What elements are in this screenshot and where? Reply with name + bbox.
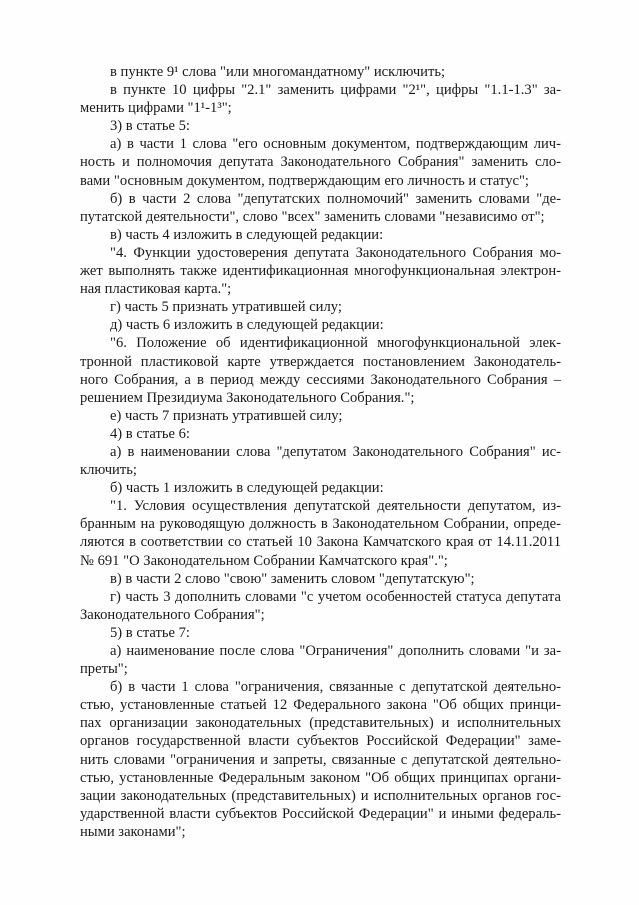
text-line: бранным на руководящую должность в Законодательном Собрании, опреде- (80, 516, 561, 533)
text-line: решением Президиума Законодательного Собрания."; (80, 389, 415, 406)
text-line: № 691 "О Законодательном Собрании Камчатского края"."; (80, 552, 448, 569)
text-line: а) в наименовании слова "депутатом Законодательного Собрания" ис- (110, 443, 561, 460)
text-line: г) часть 5 признать утратившей силу; (110, 299, 342, 316)
text-line: в пункте 10 цифры "2.1" заменить цифрами "2¹", цифры "1.1-1.3" за- (110, 82, 561, 99)
text-line: г) часть 3 дополнить словами "с учетом особенностей статуса депутата (110, 588, 561, 605)
text-line: "6. Положение об идентификационной многофункциональной элек- (110, 335, 561, 352)
text-line: а) в части 1 слова "его основным документом, подтверждающим лич- (110, 136, 561, 153)
text-line: преты"; (80, 661, 128, 678)
text-line: тронной пластиковой карте утверждается постановлением Законодатель- (80, 353, 561, 370)
text-line: в) в части 2 слово "свою" заменить словом "депутатскую"; (110, 570, 475, 587)
text-line: б) часть 1 изложить в следующей редакции: (110, 480, 384, 497)
text-line: ляются в соответствии со статьей 10 Закона Камчатского края от 14.11.2011 (80, 534, 561, 551)
text-line: пах организации законодательных (представительных) и исполнительных (80, 715, 561, 732)
text-line: е) часть 7 признать утратившей силу; (110, 407, 343, 424)
text-line: органов государственной власти субъектов Российской Федерации" заме- (80, 733, 561, 750)
text-line: ударственной власти субъектов Российской Федерации" и иными федераль- (80, 805, 561, 822)
text-line: ного Собрания, а в период между сессиями Законодательного Собрания – (80, 371, 561, 388)
text-line: д) часть 6 изложить в следующей редакции: (110, 317, 384, 334)
text-line: 3) в статье 5: (110, 118, 190, 135)
text-line: "1. Условия осуществления депутатской деятельности депутатом, из- (110, 498, 561, 515)
text-line: 5) в статье 7: (110, 624, 190, 641)
text-line: 4) в статье 6: (110, 425, 190, 442)
text-line: Законодательного Собрания"; (80, 606, 265, 623)
text-line: стью, установленные Федеральным законом "Об общих принципах органи- (80, 769, 561, 786)
text-line: в пункте 9¹ слова "или многомандатному" исключить; (110, 64, 446, 80)
text-line: вами "основным документом, подтверждающим его личность и статус"; (80, 172, 529, 189)
document-body-text (80, 63, 561, 841)
text-line: ными законами"; (80, 823, 186, 840)
text-line: в) часть 4 изложить в следующей редакции: (110, 226, 384, 243)
text-line: зации законодательных (представительных) и исполнительных органов гос- (80, 787, 561, 804)
text-line: ная пластиковая карта."; (80, 281, 232, 298)
text-line: стью, установленные статьей 12 Федерального закона "Об общих принци- (80, 697, 561, 714)
text-line: жет выполнять также идентификационная многофункциональная электрон- (80, 263, 561, 280)
text-line: а) наименование после слова "Ограничения" дополнить словами "и за- (110, 643, 561, 659)
text-line: б) в части 1 слова "ограничения, связанные с депутатской деятельно- (110, 679, 561, 696)
text-line: ключить; (80, 462, 137, 479)
text-line: б) в части 2 слова "депутатских полномочий" заменить словами "де- (110, 190, 561, 207)
text-line: ность и полномочия депутата Законодательного Собрания" заменить сло- (80, 154, 561, 171)
text-line: путатской деятельности", слово "всех" заменить словами "независимо от"; (80, 208, 545, 225)
text-line: менить цифрами "1¹-1³"; (80, 100, 232, 117)
text-line: нить словами "ограничения и запреты, связанные с депутатской деятельно- (80, 751, 561, 768)
text-line: "4. Функции удостоверения депутата Законодательного Собрания мо- (110, 244, 561, 261)
